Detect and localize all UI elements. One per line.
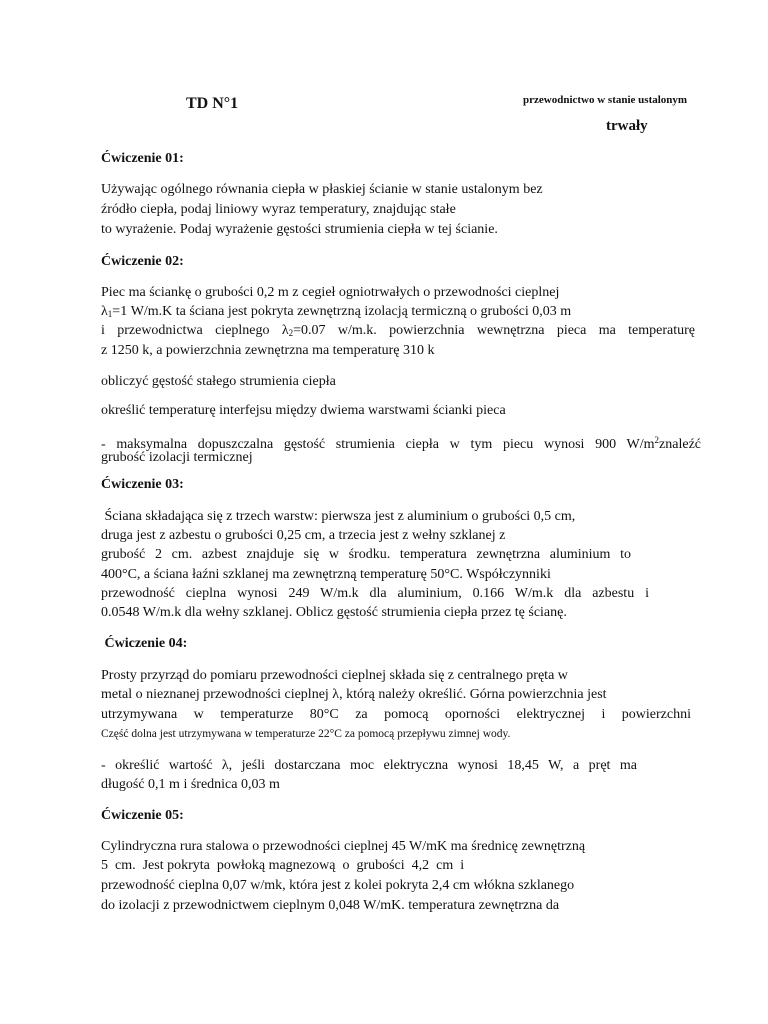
lambda-symbol: λ: [101, 304, 108, 319]
exercise-05-heading: Ćwiczenie 05:: [101, 808, 184, 823]
exercise-04-task: - określić wartość λ, jeśli dostarczana moc elektryczna wynosi 18,45 W, a pręt ma: [101, 758, 637, 773]
exercise-05-text-line: do izolacji z przewodnictwem cieplnym 0,048 W/mK. temperatura zewnętrzna da: [101, 898, 560, 913]
exercise-01-heading: Ćwiczenie 01:: [101, 151, 184, 166]
exercise-02-text-line: i przewodnictwa cieplnego $\lambda_2=0.07$ w/m.k. powierzchnia wewnętrzna pieca ma temperaturę: [101, 323, 695, 338]
exercise-05-text-line: Cylindryczna rura stalowa o przewodności cieplnej 45 W/mK ma średnicę zewnętrzną: [101, 839, 586, 854]
exercise-03-heading: Ćwiczenie 03:: [101, 477, 184, 492]
exercise-02-task: obliczyć gęstość stałego strumienia ciepła: [101, 374, 336, 389]
exercise-03-text-line: Ściana składająca się z trzech warstw: pierwsza jest z aluminium o grubości 0,5 cm,: [101, 509, 576, 524]
document-subtitle: przewodnictwo w stanie ustalonym: [523, 94, 688, 106]
exercise-04-text-line: utrzymywana w temperaturze 80°C za pomocą oporności elektrycznej i powierzchni: [101, 707, 691, 722]
superscript: 2: [654, 435, 660, 445]
exercise-02-task: - maksymalna dopuszczalna gęstość strumienia ciepła w tym piecu wynosi 900 $W/m^2znaleźć$: [101, 435, 701, 452]
exercise-03-text-line: 400°C, a ściana łaźni szklanej ma zewnętrzną temperaturę 50°C. Współczynniki: [101, 567, 551, 582]
exercise-02-heading: Ćwiczenie 02:: [101, 254, 184, 269]
exercise-04-text-line: Prosty przyrząd do pomiaru przewodności cieplnej składa się z centralnego pręta w: [101, 668, 568, 683]
exercise-03-text-line: 0.0548 W/m.k dla wełny szklanej. Oblicz gęstość strumienia ciepła przez tę ścianę.: [101, 605, 567, 620]
exercise-04-heading: Ćwiczenie 04:: [101, 636, 188, 651]
exercise-04-text-line: metal o nieznanej przewodności cieplnej λ, którą należy określić. Górna powierzchnia jest: [101, 687, 607, 702]
exercise-02-task: określić temperaturę interfejsu między dwiema warstwami ścianki pieca: [101, 403, 506, 418]
exercise-03-text-line: druga jest z azbestu o grubości 0,25 cm, a trzecia jest z wełny szklanej z: [101, 528, 506, 543]
subscript: 1: [107, 309, 113, 319]
exercise-04-text-line: Część dolna jest utrzymywana w temperaturze 22°C za pomocą przepływu zimnej wody.: [101, 728, 511, 740]
exercise-01-text-line: Używając ogólnego równania ciepła w płaskiej ścianie w stanie ustalonym bez: [101, 182, 543, 197]
exercise-02-text-line: z 1250 k, a powierzchnia zewnętrzna ma temperaturę 310 k: [101, 343, 435, 358]
exercise-01-text-line: to wyrażenie. Podaj wyrażenie gęstości strumienia ciepła w tej ścianie.: [101, 222, 498, 237]
exercise-02-text-line: Piec ma ściankę o grubości 0,2 m z cegieł ogniotrwałych o przewodności cieplnej: [101, 285, 560, 300]
exercise-02-task-continuation: grubość izolacji termicznej: [101, 450, 253, 465]
exercise-02-text-line: $\lambda_1=1$ W/m.K ta ściana jest pokryta zewnętrzną izolacją termiczną o grubości 0,03 m: [101, 304, 572, 319]
exercise-05-text-line: przewodność cieplna 0,07 w/mk, która jest z kolei pokryta 2,4 cm włókna szklanego: [101, 878, 575, 893]
exercise-04-task-continuation: długość 0,1 m i średnica 0,03 m: [101, 777, 280, 792]
exercise-03-text-line: przewodność cieplna wynosi 249 W/m.k dla aluminium, 0.166 W/m.k dla azbestu i: [101, 586, 649, 601]
exercise-01-text-line: źródło ciepła, podaj liniowy wyraz temperatury, znajdując stałe: [101, 202, 456, 217]
document-title: TD N°1: [186, 95, 239, 112]
exercise-05-text-line: 5 cm. Jest pokryta powłoką magnezową o grubości 4,2 cm i: [101, 858, 465, 873]
subscript: 2: [288, 328, 294, 338]
document-subtitle-continuation: trwały: [606, 118, 648, 134]
exercise-03-text-line: grubość 2 cm. azbest znajduje się w środku. temperatura zewnętrzna aluminium to: [101, 547, 631, 562]
